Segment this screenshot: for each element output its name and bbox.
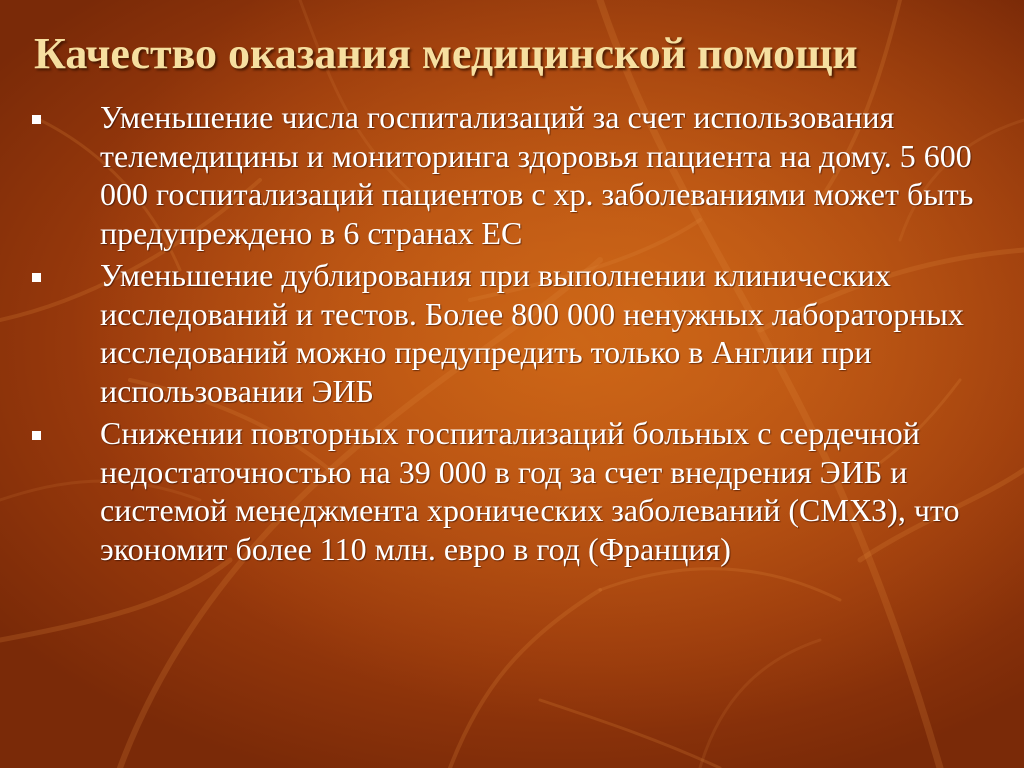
bullet-list xyxy=(30,98,1000,572)
slide-title: Качество оказания медицинской помощи xyxy=(34,29,858,78)
bullet-text: Уменьшение числа госпитализаций за счет использования телемедицины и мониторинга здоровья пациента на дому. 5 600 000 госпитализаций пациентов с хр. заболеваниями может быть предупреждено в 6 странах ЕС xyxy=(100,99,974,251)
bullet-item xyxy=(30,414,1000,568)
bullet-text: Снижении повторных госпитализаций больных с сердечной недостаточностью на 39 000 в год за счет внедрения ЭИБ и системой менеджмента хронических заболеваний (СМХЗ), что экономит более 110 млн. евро в год (Франция) xyxy=(100,415,960,567)
bullet-text: Уменьшение дублирования при выполнении клинических исследований и тестов. Более 800 000 ненужных лабораторных исследований можно предупредить только в Англии при использовании ЭИБ xyxy=(100,257,964,409)
bullet-item xyxy=(30,256,1000,410)
square-bullet-icon xyxy=(32,115,41,124)
square-bullet-icon xyxy=(32,273,41,282)
bullet-item xyxy=(30,98,1000,252)
square-bullet-icon xyxy=(32,431,41,440)
